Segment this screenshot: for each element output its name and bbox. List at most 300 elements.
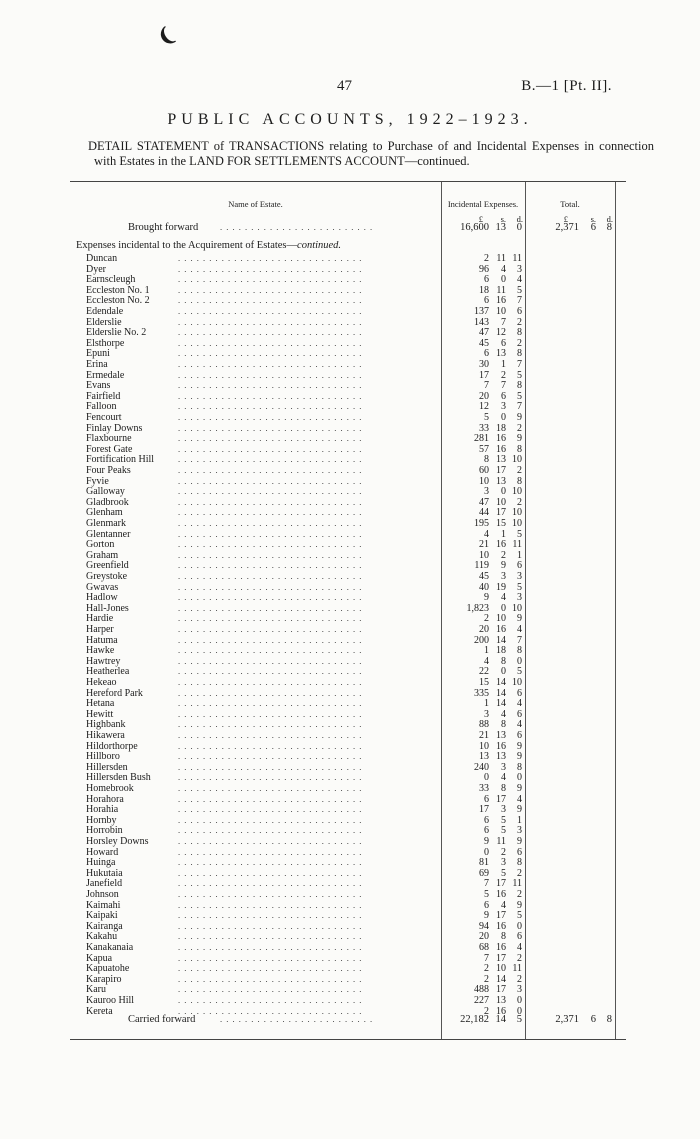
estate-name: Hardie: [86, 613, 114, 625]
incidental-pence: 1: [517, 549, 522, 561]
table-row: [70, 370, 626, 381]
estate-name: Fyvie: [86, 475, 109, 487]
incidental-pence: 0: [517, 920, 522, 932]
incidental-shillings: 16: [496, 740, 506, 752]
table-row: [70, 486, 626, 497]
incidental-pounds: 9: [484, 910, 489, 922]
incidental-pence: 4: [517, 942, 522, 953]
estate-name: Harper: [86, 624, 114, 635]
table-row: [70, 974, 626, 985]
incidental-pounds: 195: [474, 518, 489, 529]
estate-name: Hewitt: [86, 708, 114, 720]
estate-name: Hetana: [86, 698, 115, 710]
estate-name: Horahora: [86, 793, 124, 805]
incidental-pounds: 22,182: [460, 1014, 489, 1025]
incidental-shillings: 2: [501, 846, 506, 858]
incidental-pounds: 3: [484, 486, 489, 498]
estate-name: Fairfield: [86, 390, 121, 402]
header-name-of-estate: Name of Estate.: [228, 199, 283, 209]
estate-name: Hillboro: [86, 751, 120, 763]
incidental-pence: 9: [517, 433, 522, 445]
incidental-pounds: 33: [479, 422, 489, 434]
incidental-shillings: 3: [501, 401, 506, 413]
incidental-pounds: 488: [474, 984, 489, 996]
incidental-pence: 9: [517, 899, 522, 911]
estate-name: Glenmark: [86, 518, 126, 529]
incidental-shillings: 16: [496, 295, 506, 307]
table-row: [70, 539, 626, 550]
brought-forward-row: [70, 222, 626, 233]
table-row: [70, 815, 626, 826]
incidental-pounds: 2: [484, 613, 489, 625]
leader-dots: . . . . . . . . . . . . . . . . . . . . . . . . . . . . . .: [178, 878, 363, 889]
leader-dots: . . . . . . . . . . . . . . . . . . . . . . . . . . . . . .: [178, 306, 363, 316]
table-row: [70, 984, 626, 995]
table-row: [70, 348, 626, 359]
incidental-shillings: 8: [501, 783, 506, 794]
estate-name: Kapuatohe: [86, 963, 130, 975]
total-pounds: 2,371: [555, 1014, 579, 1025]
incidental-pence: 11: [512, 539, 522, 551]
estate-name: Greenfield: [86, 560, 129, 572]
estate-name: Erina: [86, 359, 108, 370]
incidental-pence: 5: [517, 528, 522, 540]
incidental-pounds: 2: [484, 963, 489, 975]
table-row: [70, 656, 626, 667]
table-row: [70, 730, 626, 741]
estate-name: Kakahu: [86, 931, 118, 943]
incidental-pence: 8: [517, 645, 522, 657]
incidental-pence: 3: [517, 592, 522, 604]
incidental-shillings: 0: [501, 666, 506, 678]
table-row: [70, 338, 626, 349]
incidental-pence: 2: [517, 465, 522, 476]
leader-dots: . . . . . . . . . . . . . . . . . . . . . . . . . . . . . .: [178, 539, 363, 550]
incidental-pounds: 22: [479, 666, 489, 678]
incidental-pence: 5: [517, 390, 522, 402]
incidental-pounds: 17: [479, 369, 489, 381]
incidental-shillings: 16: [496, 942, 506, 953]
estate-name: Hadlow: [86, 592, 118, 604]
table-row: [70, 274, 626, 285]
leader-dots: . . . . . . . . . . . . . . . . . . . . . . . . .: [220, 222, 374, 232]
estate-name: Flaxbourne: [86, 433, 132, 445]
carried-forward-row: [70, 1014, 626, 1025]
estate-name: Gwavas: [86, 581, 119, 593]
incidental-shillings: 16: [496, 1005, 506, 1017]
leader-dots: . . . . . . . . . . . . . . . . . . . . . . . . . . . . . .: [178, 889, 363, 899]
table-row: [70, 306, 626, 317]
estate-name: Heatherlea: [86, 666, 130, 678]
estate-name: Kanakanaia: [86, 942, 134, 953]
incidental-shillings: 14: [496, 687, 506, 699]
incidental-shillings: 13: [496, 348, 506, 360]
leader-dots: . . . . . . . . . . . . . . . . . . . . . . . . . . . . . .: [178, 973, 363, 984]
leader-dots: . . . . . . . . . . . . . . . . . . . . . . . . . . . . . .: [178, 496, 363, 507]
incidental-shillings: 14: [495, 1014, 506, 1025]
incidental-shillings: 10: [496, 306, 506, 317]
incidental-pounds: 9: [484, 836, 489, 847]
estate-name: Kairanga: [86, 920, 123, 932]
leader-dots: . . . . . . . . . . . . . . . . . . . . . . . . . . . . . .: [178, 899, 363, 910]
estate-name: Huinga: [86, 857, 116, 869]
incidental-pence: 8: [517, 443, 522, 455]
incidental-shillings: 4: [501, 263, 506, 275]
leader-dots: . . . . . . . . . . . . . . . . . . . . . . . . . . . . . .: [178, 274, 363, 285]
incidental-pounds: 18: [479, 284, 489, 296]
incidental-pence: 6: [517, 708, 522, 720]
incidental-pounds: 68: [479, 942, 489, 953]
incidental-pence: 4: [517, 624, 522, 635]
leader-dots: . . . . . . . . . . . . . . . . . . . . . . . . . . . . . .: [178, 942, 363, 952]
page-mark: ❨: [153, 23, 180, 51]
estate-name: Eccleston No. 1: [86, 284, 150, 296]
incidental-shillings: 0: [501, 602, 506, 614]
leader-dots: . . . . . . . . . . . . . . . . . . . . . . . . . . . . . .: [178, 613, 363, 624]
incidental-pence: 7: [517, 295, 522, 307]
incidental-pounds: 13: [479, 751, 489, 763]
leader-dots: . . . . . . . . . . . . . . . . . . . . . . . . . . . . . .: [178, 359, 363, 369]
estate-name: Finlay Downs: [86, 422, 143, 434]
incidental-shillings: 4: [501, 899, 506, 911]
estate-name: Epuni: [86, 348, 110, 360]
table-row: [70, 836, 626, 847]
estate-name: Janefield: [86, 878, 123, 890]
unit-pounds: £: [478, 214, 483, 224]
incidental-pounds: 40: [479, 581, 489, 593]
incidental-pence: 5: [517, 666, 522, 678]
leader-dots: . . . . . . . . . . . . . . . . . . . . . . . . . . . . . .: [178, 263, 363, 274]
leader-dots: . . . . . . . . . . . . . . . . . . . . . . . . . . . . . .: [178, 708, 363, 719]
leader-dots: . . . . . . . . . . . . . . . . . . . . . . . . . . . . . .: [178, 730, 363, 740]
header-incidental-expenses: Incidental Expenses.: [447, 199, 519, 209]
table-row: [70, 529, 626, 540]
leader-dots: . . . . . . . . . . . . . . . . . . . . . . . . . . . . . .: [178, 528, 363, 539]
incidental-pounds: 2: [484, 253, 489, 264]
incidental-shillings: 5: [501, 825, 506, 837]
incidental-shillings: 13: [496, 730, 506, 741]
estate-name: Johnson: [86, 889, 119, 900]
leader-dots: . . . . . . . . . . . . . . . . . . . . . . . . . . . . . .: [178, 433, 363, 444]
leader-dots: . . . . . . . . . . . . . . . . . . . . . . . . . . . . . .: [178, 655, 363, 666]
brought-forward-label: Brought forward: [128, 222, 199, 233]
leader-dots: . . . . . . . . . . . . . . . . . . . . . . . . . . . . . .: [178, 486, 363, 497]
incidental-shillings: 16: [496, 889, 506, 900]
leader-dots: . . . . . . . . . . . . . . . . . . . . . . . . .: [220, 1014, 374, 1024]
incidental-pence: 3: [517, 984, 522, 996]
unit-pence: d.: [606, 214, 613, 224]
incidental-shillings: 7: [501, 380, 506, 392]
table-row: [70, 613, 626, 624]
incidental-pounds: 8: [484, 454, 489, 466]
carried-forward-label: Carried forward: [128, 1014, 196, 1025]
leader-dots: . . . . . . . . . . . . . . . . . . . . . . . . . . . . . .: [178, 390, 363, 401]
table-row: [70, 624, 626, 635]
table-row: [70, 878, 626, 889]
incidental-pounds: 1,823: [466, 602, 489, 614]
table-row: [70, 476, 626, 487]
leader-dots: . . . . . . . . . . . . . . . . . . . . . . . . . . . . . .: [178, 412, 363, 422]
incidental-shillings: 8: [501, 719, 506, 731]
incidental-pounds: 60: [479, 465, 489, 476]
incidental-pence: 3: [517, 263, 522, 275]
estate-name: Hawke: [86, 645, 115, 657]
incidental-pounds: 30: [479, 359, 489, 370]
incidental-shillings: 13: [496, 454, 506, 466]
incidental-pounds: 69: [479, 867, 489, 879]
incidental-pence: 11: [512, 963, 522, 975]
incidental-pounds: 47: [479, 327, 489, 339]
leader-dots: . . . . . . . . . . . . . . . . . . . . . . . . . . . . . .: [178, 443, 363, 454]
incidental-pence: 7: [517, 359, 522, 370]
incidental-pounds: 137: [474, 306, 489, 317]
table-row: [70, 285, 626, 296]
leader-dots: . . . . . . . . . . . . . . . . . . . . . . . . . . . . . .: [178, 581, 363, 592]
table-row: [70, 560, 626, 571]
leader-dots: . . . . . . . . . . . . . . . . . . . . . . . . . . . . . .: [178, 995, 363, 1005]
incidental-shillings: 14: [496, 698, 506, 710]
incidental-pounds: 3: [484, 708, 489, 720]
estate-name: Duncan: [86, 253, 118, 264]
leader-dots: . . . . . . . . . . . . . . . . . . . . . . . . . . . . . .: [178, 380, 363, 391]
estate-name: Hillersden Bush: [86, 772, 151, 784]
incidental-pence: 10: [512, 486, 522, 498]
incidental-pounds: 7: [484, 952, 489, 964]
incidental-pence: 8: [517, 348, 522, 360]
incidental-shillings: 16: [496, 443, 506, 455]
incidental-pounds: 0: [484, 846, 489, 858]
incidental-shillings: 1: [501, 359, 506, 370]
table-row: [70, 688, 626, 699]
incidental-shillings: 17: [496, 507, 506, 519]
table-row: [70, 825, 626, 836]
table-row: [70, 433, 626, 444]
estate-name: Kaipaki: [86, 910, 118, 922]
section-heading: [76, 240, 341, 251]
incidental-pounds: 96: [479, 263, 489, 275]
incidental-pence: 0: [517, 995, 522, 1006]
leader-dots: . . . . . . . . . . . . . . . . . . . . . . . . . . . . . .: [178, 253, 363, 263]
incidental-pence: 2: [517, 316, 522, 328]
estate-name: Horahia: [86, 804, 119, 816]
leader-dots: . . . . . . . . . . . . . . . . . . . . . . . . . . . . . .: [178, 549, 363, 560]
leader-dots: . . . . . . . . . . . . . . . . . . . . . . . . . . . . . .: [178, 369, 363, 380]
incidental-shillings: 6: [501, 390, 506, 402]
estate-name: Hikawera: [86, 730, 125, 741]
table-row: [70, 868, 626, 879]
incidental-shillings: 3: [501, 804, 506, 816]
estate-name: Edendale: [86, 306, 124, 317]
incidental-pence: 10: [512, 677, 522, 688]
incidental-pence: 5: [517, 910, 522, 922]
incidental-pounds: 1: [484, 698, 489, 710]
leader-dots: . . . . . . . . . . . . . . . . . . . . . . . . . . . . . .: [178, 295, 363, 306]
unit-shillings: s.: [590, 214, 596, 224]
leader-dots: . . . . . . . . . . . . . . . . . . . . . . . . . . . . . .: [178, 740, 363, 751]
incidental-pounds: 21: [479, 730, 489, 741]
incidental-shillings: 16: [496, 920, 506, 932]
incidental-shillings: 4: [501, 708, 506, 720]
incidental-pence: 9: [517, 836, 522, 847]
incidental-pounds: 227: [474, 995, 489, 1006]
incidental-shillings: 3: [501, 571, 506, 582]
incidental-pence: 2: [517, 952, 522, 964]
table-row: [70, 317, 626, 328]
estate-name: Hatuma: [86, 634, 118, 646]
incidental-shillings: 9: [501, 560, 506, 572]
incidental-pounds: 44: [479, 507, 489, 519]
leader-dots: . . . . . . . . . . . . . . . . . . . . . . . . . . . . . .: [178, 836, 363, 846]
total-pence: 8: [606, 222, 612, 233]
incidental-pence: 2: [517, 496, 522, 508]
incidental-pence: 5: [517, 284, 522, 296]
unit-shillings: s.: [500, 214, 506, 224]
section-heading-text: Expenses incidental to the Acquirement of Estates—: [76, 240, 298, 251]
estate-name: Gladbrook: [86, 496, 129, 508]
incidental-pence: 5: [516, 1014, 522, 1025]
leader-dots: . . . . . . . . . . . . . . . . . . . . . . . . . . . . . .: [178, 846, 363, 857]
estate-name: Evans: [86, 380, 111, 392]
leader-dots: . . . . . . . . . . . . . . . . . . . . . . . . . . . . . .: [178, 666, 363, 677]
incidental-pence: 0: [517, 655, 522, 667]
incidental-pounds: 16,600: [460, 222, 489, 233]
incidental-pence: 5: [517, 581, 522, 593]
incidental-pounds: 4: [484, 655, 489, 667]
estate-name: Dyer: [86, 263, 106, 275]
incidental-shillings: 0: [501, 486, 506, 498]
incidental-pence: 6: [517, 560, 522, 572]
incidental-pence: 8: [517, 327, 522, 339]
incidental-shillings: 14: [496, 634, 506, 646]
incidental-shillings: 14: [496, 973, 506, 985]
estate-name: Hildorthorpe: [86, 740, 138, 752]
leader-dots: . . . . . . . . . . . . . . . . . . . . . . . . . . . . . .: [178, 348, 363, 359]
estate-name: Hall-Jones: [86, 602, 129, 614]
incidental-shillings: 3: [501, 857, 506, 869]
leader-dots: . . . . . . . . . . . . . . . . . . . . . . . . . . . . . .: [178, 422, 363, 433]
table-row: [70, 380, 626, 391]
incidental-pence: 10: [512, 454, 522, 466]
leader-dots: . . . . . . . . . . . . . . . . . . . . . . . . . . . . . .: [178, 634, 363, 645]
incidental-pounds: 6: [484, 793, 489, 805]
incidental-shillings: 18: [496, 422, 506, 434]
table-row: [70, 698, 626, 709]
leader-dots: . . . . . . . . . . . . . . . . . . . . . . . . . . . . . .: [178, 825, 363, 836]
table-row: [70, 295, 626, 306]
leader-dots: . . . . . . . . . . . . . . . . . . . . . . . . . . . . . .: [178, 401, 363, 412]
incidental-pence: 5: [517, 369, 522, 381]
table-row: [70, 910, 626, 921]
estate-name: Elderslie: [86, 316, 122, 328]
table-row: [70, 666, 626, 677]
table-row: [70, 741, 626, 752]
incidental-pence: 2: [517, 422, 522, 434]
leader-dots: . . . . . . . . . . . . . . . . . . . . . . . . . . . . . .: [178, 592, 363, 603]
incidental-pounds: 0: [484, 772, 489, 784]
incidental-shillings: 11: [496, 836, 506, 847]
table-row: [70, 963, 626, 974]
document-reference: B.—1 [Pt. II].: [521, 78, 612, 94]
leader-dots: . . . . . . . . . . . . . . . . . . . . . . . . . . . . . .: [178, 316, 363, 327]
incidental-pounds: 5: [484, 889, 489, 900]
leader-dots: . . . . . . . . . . . . . . . . . . . . . . . . . . . . . .: [178, 337, 363, 348]
leader-dots: . . . . . . . . . . . . . . . . . . . . . . . . . . . . . .: [178, 677, 363, 687]
incidental-pounds: 12: [479, 401, 489, 413]
incidental-pounds: 47: [479, 496, 489, 508]
table-row: [70, 465, 626, 476]
incidental-pounds: 94: [479, 920, 489, 932]
estate-name: Hawtrey: [86, 655, 121, 667]
leader-dots: . . . . . . . . . . . . . . . . . . . . . . . . . . . . . .: [178, 857, 363, 868]
table-row: [70, 900, 626, 911]
total-pounds: 2,371: [555, 222, 579, 233]
header-total: Total.: [560, 199, 580, 209]
incidental-shillings: 13: [496, 475, 506, 487]
estate-name: Eccleston No. 2: [86, 295, 150, 307]
estate-name: Karapiro: [86, 973, 122, 985]
incidental-pounds: 5: [484, 412, 489, 423]
table-row: [70, 359, 626, 370]
incidental-pounds: 45: [479, 571, 489, 582]
statement-subtitle: DETAIL STATEMENT of TRANSACTIONS relating to Purchase of and Incidental Expenses in connection with Estates in the LAND FOR SETTLEMENTS ACCOUNT—continued.: [88, 139, 654, 168]
incidental-shillings: 17: [496, 878, 506, 890]
table-row: [70, 953, 626, 964]
incidental-pence: 7: [517, 401, 522, 413]
estate-name: Kapua: [86, 952, 113, 964]
estate-name: Kereta: [86, 1005, 113, 1017]
incidental-shillings: 11: [496, 253, 506, 264]
incidental-pounds: 2: [484, 973, 489, 985]
estate-name: Fencourt: [86, 412, 122, 423]
table-row: [70, 804, 626, 815]
incidental-pence: 10: [512, 507, 522, 519]
incidental-shillings: 1: [501, 528, 506, 540]
estate-name: Glentanner: [86, 528, 131, 540]
leader-dots: . . . . . . . . . . . . . . . . . . . . . . . . . . . . . .: [178, 867, 363, 878]
table-row: [70, 327, 626, 338]
incidental-shillings: 8: [501, 931, 506, 943]
estate-name: Kauroo Hill: [86, 995, 135, 1006]
incidental-pounds: 119: [474, 560, 489, 572]
leader-dots: . . . . . . . . . . . . . . . . . . . . . . . . . . . . . .: [178, 284, 363, 295]
table-row: [70, 677, 626, 688]
incidental-shillings: 0: [501, 274, 506, 286]
incidental-pounds: 20: [479, 931, 489, 943]
table-row: [70, 582, 626, 593]
leader-dots: . . . . . . . . . . . . . . . . . . . . . . . . . . . . . .: [178, 920, 363, 931]
incidental-pence: 9: [517, 613, 522, 625]
incidental-pounds: 10: [479, 740, 489, 752]
incidental-pence: 8: [517, 761, 522, 773]
incidental-pounds: 2: [484, 1005, 489, 1017]
incidental-pence: 2: [517, 973, 522, 985]
incidental-pounds: 200: [474, 634, 489, 646]
incidental-pounds: 281: [474, 433, 489, 445]
table-row: [70, 635, 626, 646]
page-number: 47: [337, 78, 352, 94]
incidental-pounds: 6: [484, 274, 489, 286]
incidental-shillings: 19: [496, 581, 506, 593]
leader-dots: . . . . . . . . . . . . . . . . . . . . . . . . . . . . . .: [178, 475, 363, 486]
leader-dots: . . . . . . . . . . . . . . . . . . . . . . . . . . . . . .: [178, 1005, 363, 1016]
leader-dots: . . . . . . . . . . . . . . . . . . . . . . . . . . . . . .: [178, 963, 363, 974]
incidental-pence: 10: [512, 602, 522, 614]
incidental-pence: 9: [517, 412, 522, 423]
table-row: [70, 942, 626, 953]
leader-dots: . . . . . . . . . . . . . . . . . . . . . . . . . . . . . .: [178, 560, 363, 571]
leader-dots: . . . . . . . . . . . . . . . . . . . . . . . . . . . . . .: [178, 518, 363, 528]
incidental-pence: 0: [517, 772, 522, 784]
